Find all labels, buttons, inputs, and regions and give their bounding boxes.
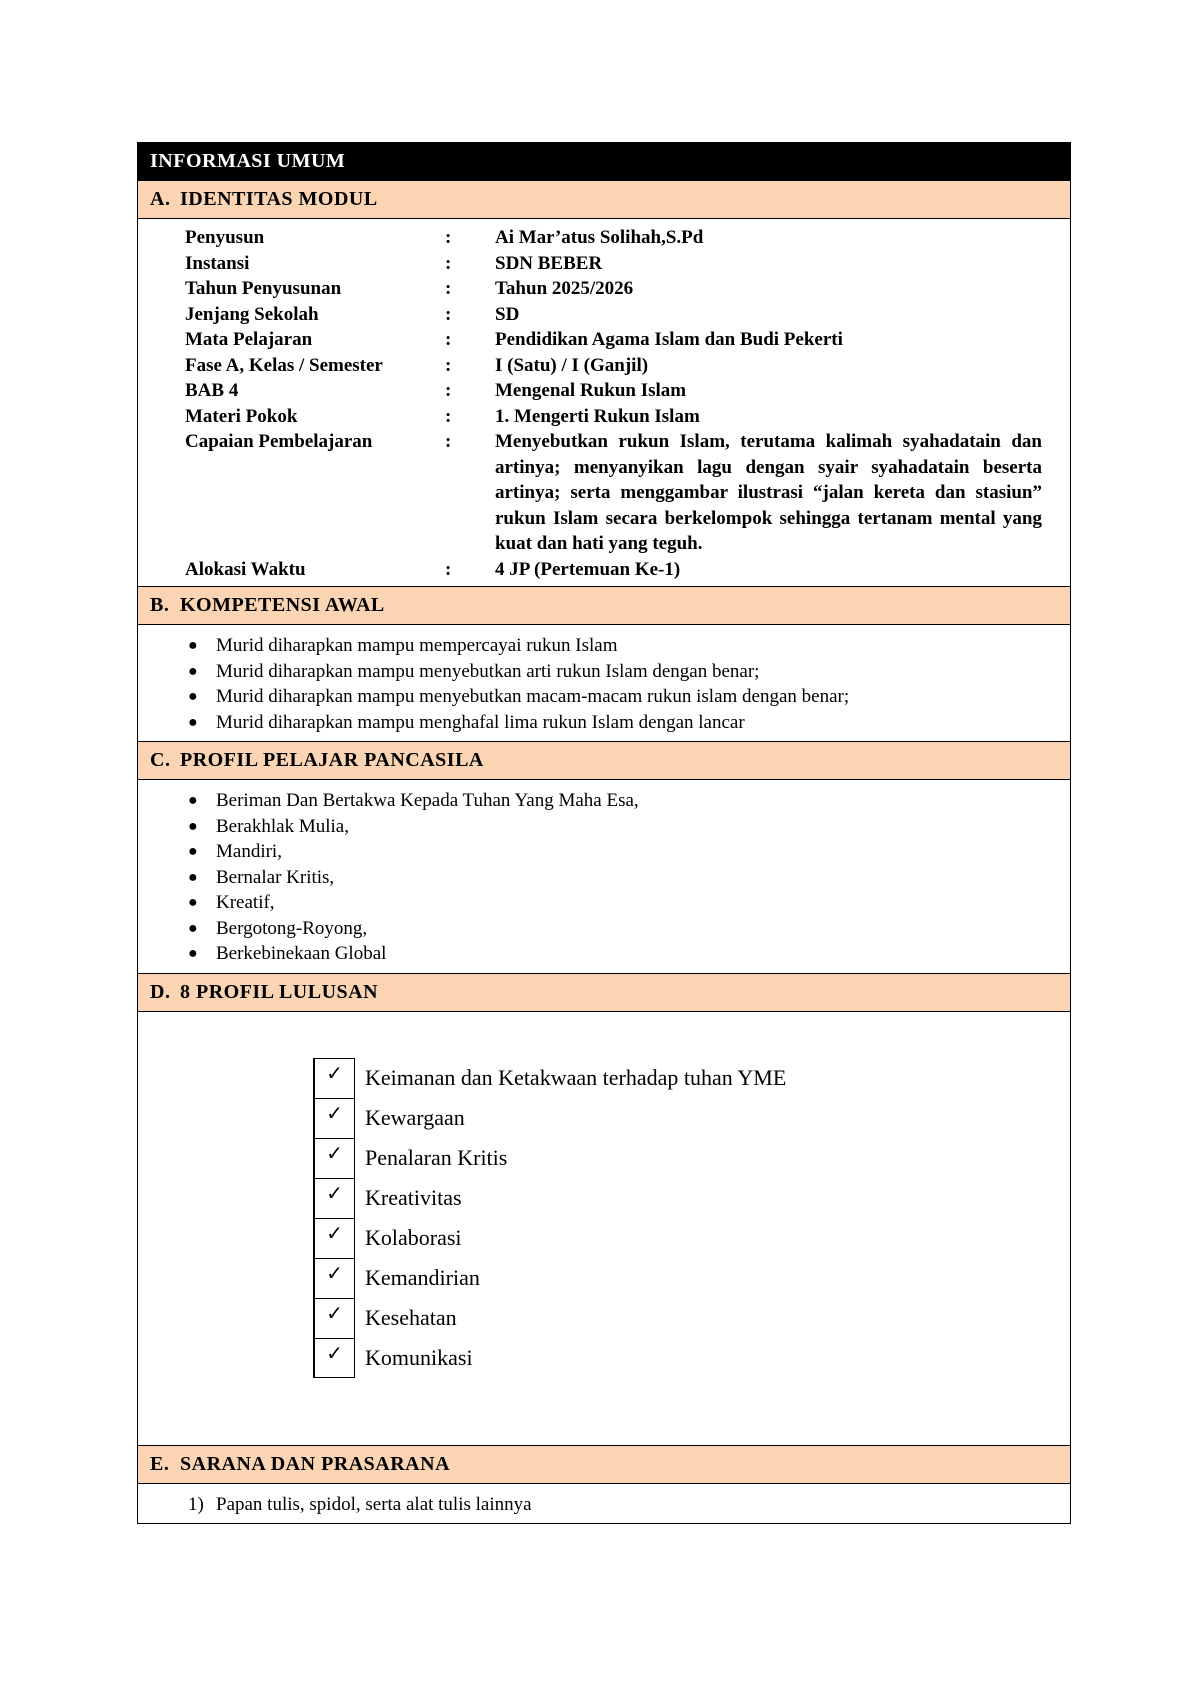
identity-value: SDN BEBER [495,252,603,274]
module-document [137,142,1071,1524]
identity-separator: : [445,227,452,248]
identity-value: I (Satu) / I (Ganjil) [495,354,649,376]
checkmark-icon: ✓ [313,1218,355,1258]
list-item-text: Berakhlak Mulia, [216,815,349,837]
bullet-icon: ● [188,945,198,962]
identity-separator: : [445,252,452,274]
identity-value: Menyebutkan rukun Islam, terutama kalimah syahadatain dan artinya; menyanyikan lagu dengan syair syahadatain beserta artinya; serta menggambar ilustrasi “jalan kereta dan stasiun” rukun Islam secara berkelompok sehingga tertanam mental yang kuat dan hati yang teguh. [495,431,1042,554]
checklist-item [313,1098,786,1138]
facility-text: Papan tulis, spidol, serta alat tulis lainnya [216,1493,532,1515]
graduate-profile-area [138,1012,1070,1445]
checklist-label: Kemandirian [365,1264,480,1290]
list-item [138,659,1070,685]
bullet-icon: ● [188,817,198,835]
identity-separator: : [445,303,452,325]
identity-row [185,276,1042,302]
bullet-icon: ● [188,868,198,886]
identity-value: Tahun 2025/2026 [495,278,634,299]
checkmark-icon: ✓ [313,1338,355,1378]
identity-label: Fase A, Kelas / Semester [185,354,383,376]
checkmark-icon: ✓ [313,1298,355,1338]
list-item-text: Murid diharapkan mampu menghafal lima rukun Islam dengan lancar [216,711,745,733]
list-item [138,684,1070,710]
list-item [138,633,1070,659]
identity-row [185,429,1042,557]
bullet-icon: ● [188,713,198,731]
section-d-title: 8 PROFIL LULUSAN [180,980,379,1003]
pancasila-list [138,780,1070,973]
section-c-header [138,741,1070,780]
list-item-text: Mandiri, [216,841,282,862]
list-item [138,865,1070,891]
identity-separator: : [445,431,452,452]
checklist-label: Kreativitas [365,1184,462,1210]
section-b-title: KOMPETENSI AWAL [180,594,385,616]
identity-label: Penyusun [185,227,265,248]
identity-row [185,327,1042,353]
checkmark-icon: ✓ [313,1058,355,1098]
checklist-item [313,1178,786,1218]
section-a-number: A. [150,188,171,210]
section-c-number: C. [150,749,171,771]
list-item [138,941,1070,967]
list-item [138,890,1070,916]
checklist-item [313,1298,786,1338]
list-item [138,788,1070,814]
bullet-icon: ● [188,792,198,809]
checkmark-icon: ✓ [313,1098,355,1138]
section-b-header [138,586,1070,625]
identity-label: Instansi [185,252,250,274]
section-a-title: IDENTITAS MODUL [180,188,378,210]
section-b-number: B. [150,594,170,616]
identity-separator: : [445,354,452,376]
identity-label: Materi Pokok [185,405,298,427]
identity-label: BAB 4 [185,380,239,401]
bullet-icon: ● [188,894,198,911]
identity-separator: : [445,329,452,350]
list-item [138,710,1070,736]
facilities-list [138,1484,1070,1524]
list-item-text: Berkebinekaan Global [216,943,387,964]
list-item-text: Murid diharapkan mampu mempercayai rukun Islam [216,635,618,656]
identity-value: 4 JP (Pertemuan Ke-1) [495,558,681,580]
checklist-label: Kesehatan [365,1304,457,1330]
section-e-title: SARANA DAN PRASARANA [180,1452,451,1475]
checklist-item [313,1138,786,1178]
identity-value: 1. Mengerti Rukun Islam [495,405,700,427]
list-item [138,916,1070,942]
identity-separator: : [445,405,452,427]
identity-row [185,404,1042,430]
checkmark-icon: ✓ [313,1138,355,1178]
checklist-label: Komunikasi [365,1344,473,1370]
list-item [138,814,1070,840]
identity-table [138,219,1070,586]
identity-row [185,557,1042,583]
identity-row [185,225,1042,251]
identity-row [185,378,1042,404]
checkmark-icon: ✓ [313,1178,355,1218]
identity-label: Jenjang Sekolah [185,303,319,325]
checkmark-icon: ✓ [313,1258,355,1298]
identity-separator: : [445,380,452,401]
section-e-number: E. [150,1452,170,1475]
identity-separator: : [445,558,452,580]
section-c-title: PROFIL PELAJAR PANCASILA [180,749,484,771]
list-item-text: Murid diharapkan mampu menyebutkan macam-macam rukun islam dengan benar; [216,686,850,707]
identity-label: Tahun Penyusunan [185,278,342,299]
checklist-item [313,1218,786,1258]
bullet-icon: ● [188,843,198,860]
checklist-label: Keimanan dan Ketakwaan terhadap tuhan YME [365,1064,787,1090]
identity-value: SD [495,303,520,325]
checklist-item [313,1338,786,1378]
checklist-item [313,1058,786,1098]
checklist-label: Penalaran Kritis [365,1144,508,1170]
identity-separator: : [445,278,452,299]
checklist-label: Kewargaan [365,1104,465,1130]
list-item-text: Murid diharapkan mampu menyebutkan arti rukun Islam dengan benar; [216,660,760,682]
identity-label: Alokasi Waktu [185,558,306,580]
facility-marker: 1) [188,1493,204,1515]
list-item [138,839,1070,865]
bullet-icon: ● [188,662,198,680]
identity-label: Capaian Pembelajaran [185,431,373,452]
bullet-icon: ● [188,919,198,937]
graduate-profile-checklist [313,1058,786,1378]
identity-value: Mengenal Rukun Islam [495,380,687,401]
identity-value: Ai Mar’atus Solihah,S.Pd [495,227,704,248]
list-item-text: Bernalar Kritis, [216,866,335,888]
general-info-title: INFORMASI UMUM [138,143,1070,180]
identity-row [185,302,1042,328]
bullet-icon: ● [188,637,198,654]
list-item-text: Bergotong-Royong, [216,917,368,939]
checklist-label: Kolaborasi [365,1224,462,1250]
section-a-header [138,180,1070,219]
facility-item [188,1492,1070,1518]
competency-list [138,625,1070,741]
section-d-number: D. [150,980,171,1003]
identity-label: Mata Pelajaran [185,329,313,350]
identity-row [185,251,1042,277]
list-item-text: Beriman Dan Bertakwa Kepada Tuhan Yang Maha Esa, [216,790,639,811]
bullet-icon: ● [188,688,198,705]
checklist-item [313,1258,786,1298]
section-e-header [138,1445,1070,1484]
list-item-text: Kreatif, [216,892,275,913]
identity-row [185,353,1042,379]
identity-value: Pendidikan Agama Islam dan Budi Pekerti [495,329,843,350]
section-d-header [138,973,1070,1012]
